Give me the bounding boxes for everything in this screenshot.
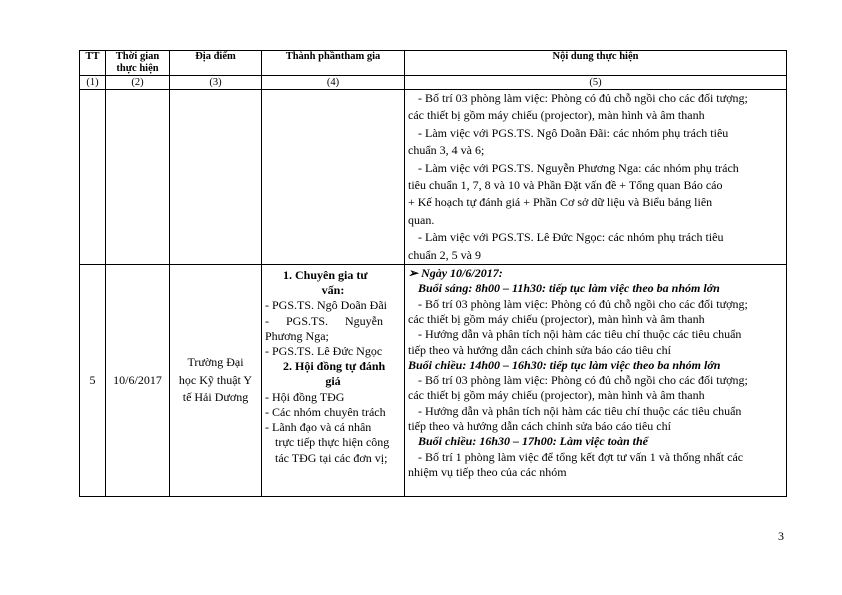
- content-day-text: Ngày 10/6/2017:: [421, 266, 503, 281]
- content-line: các thiết bị gồm máy chiếu (projector), màn hình và âm thanh: [408, 311, 705, 326]
- cell-place-empty: [170, 90, 262, 265]
- cell-tt-empty: [80, 90, 106, 265]
- cell-date-empty: [106, 90, 170, 265]
- member-item: Phương Nga;: [265, 328, 329, 343]
- content-line: tiếp theo và hướng dẫn cách chỉnh sửa báo cáo tiêu chí: [408, 342, 671, 357]
- cell-members: [262, 265, 405, 497]
- header-place: Địa điểm: [170, 51, 262, 76]
- member-item: - PGS.TS. Nguyễn: [265, 313, 384, 328]
- member-item: trực tiếp thực hiện công: [275, 435, 390, 450]
- content-line: quan.: [408, 212, 435, 227]
- cell-members-empty: [262, 90, 405, 265]
- header-time: [106, 51, 170, 76]
- header-row: [80, 51, 787, 76]
- table-row-5: [80, 265, 787, 497]
- content-line: - Bố trí 03 phòng làm việc: Phòng có đủ chỗ ngồi cho các đối tượng;: [418, 373, 748, 388]
- header-tt: TT: [80, 51, 106, 76]
- content-line: chuẩn 2, 5 và 9: [408, 247, 481, 262]
- content-line: chuẩn 3, 4 và 6;: [408, 143, 485, 158]
- member-item: - Các nhóm chuyên trách: [265, 404, 386, 419]
- members-group-1-title-cont: vấn:: [321, 283, 345, 298]
- content-line: - Bố trí 1 phòng làm việc để tổng kết đợt tư vấn 1 và thống nhất các: [418, 449, 744, 464]
- content-line: - Hướng dẫn và phân tích nội hàm các tiêu chí thuộc các tiêu chuẩn: [418, 403, 742, 418]
- content-line: - Làm việc với PGS.TS. Nguyễn Phương Nga: các nhóm phụ trách: [418, 160, 739, 175]
- member-item: - Hội đồng TĐG: [265, 389, 345, 404]
- content-line: + Kế hoạch tự đánh giá + Phần Cơ sở dữ liệu và Biểu bảng liên: [408, 195, 713, 210]
- cell-content: [405, 265, 787, 497]
- content-line: nhiệm vụ tiếp theo của các nhóm: [408, 464, 567, 479]
- table-row-continued: [80, 90, 787, 265]
- header-members: Thành phầntham gia: [262, 51, 405, 76]
- cell-date: 10/6/2017: [106, 265, 170, 497]
- members-group-2-title-cont: giá: [325, 374, 341, 389]
- session-title: Buổi chiều: 16h30 – 17h00: Làm việc toàn thể: [418, 434, 649, 449]
- schedule-table: [79, 50, 787, 497]
- content-day: [408, 266, 783, 281]
- cell-tt: 5: [80, 265, 106, 497]
- content-line: - Hướng dẫn và phân tích nội hàm các tiêu chí thuộc các tiêu chuẩn: [418, 327, 742, 342]
- content-line: các thiết bị gồm máy chiếu (projector), màn hình và âm thanh: [408, 388, 705, 403]
- members-group-1-title: 1. Chuyên gia tư: [283, 268, 368, 283]
- header-content: Nội dung thực hiện: [405, 51, 787, 76]
- content-line: các thiết bị gồm máy chiếu (projector), màn hình và âm thanh: [408, 108, 705, 123]
- content-line: - Làm việc với PGS.TS. Ngô Doãn Đãi: các nhóm phụ trách tiêu: [418, 125, 729, 140]
- col-num-5: (5): [405, 76, 787, 90]
- content-line: - Bố trí 03 phòng làm việc: Phòng có đủ chỗ ngồi cho các đối tượng;: [418, 296, 748, 311]
- arrow-bullet-icon: ➢: [408, 266, 422, 281]
- col-num-2: (2): [106, 76, 170, 90]
- page-number: 3: [778, 529, 784, 543]
- session-title: Buổi sáng: 8h00 – 11h30: tiếp tục làm việc theo ba nhóm lớn: [418, 281, 720, 296]
- cell-place: Trường Đại học Kỹ thuật Y tế Hải Dương: [170, 265, 262, 497]
- col-num-4: (4): [262, 76, 405, 90]
- cell-content-continued: [405, 90, 787, 265]
- member-item: tác TĐG tại các đơn vị;: [275, 450, 388, 465]
- members-group-2-title: 2. Hội đồng tự đánh: [283, 359, 386, 374]
- member-item: - Lãnh đạo và cá nhân: [265, 420, 372, 435]
- content-line: - Làm việc với PGS.TS. Lê Đức Ngọc: các nhóm phụ trách tiêu: [418, 230, 724, 245]
- header-time-line2: thực hiện: [116, 63, 159, 74]
- column-number-row: [80, 76, 787, 90]
- content-line: - Bố trí 03 phòng làm việc: Phòng có đủ chỗ ngồi cho các đối tượng;: [418, 91, 748, 105]
- col-num-1: (1): [80, 76, 106, 90]
- member-item: - PGS.TS. Ngô Doãn Đãi: [265, 298, 387, 313]
- header-time-line1: Thời gian: [115, 51, 160, 62]
- content-line: tiếp theo và hướng dẫn cách chỉnh sửa báo cáo tiêu chí: [408, 419, 671, 434]
- content-line: tiêu chuẩn 1, 7, 8 và 10 và Phần Đặt vấn đề + Tổng quan Báo cáo: [408, 178, 723, 193]
- member-item: - PGS.TS. Lê Đức Ngọc: [265, 344, 383, 359]
- session-title: Buổi chiều: 14h00 – 16h30: tiếp tục làm việc theo ba nhóm lớn: [408, 357, 721, 372]
- col-num-3: (3): [170, 76, 262, 90]
